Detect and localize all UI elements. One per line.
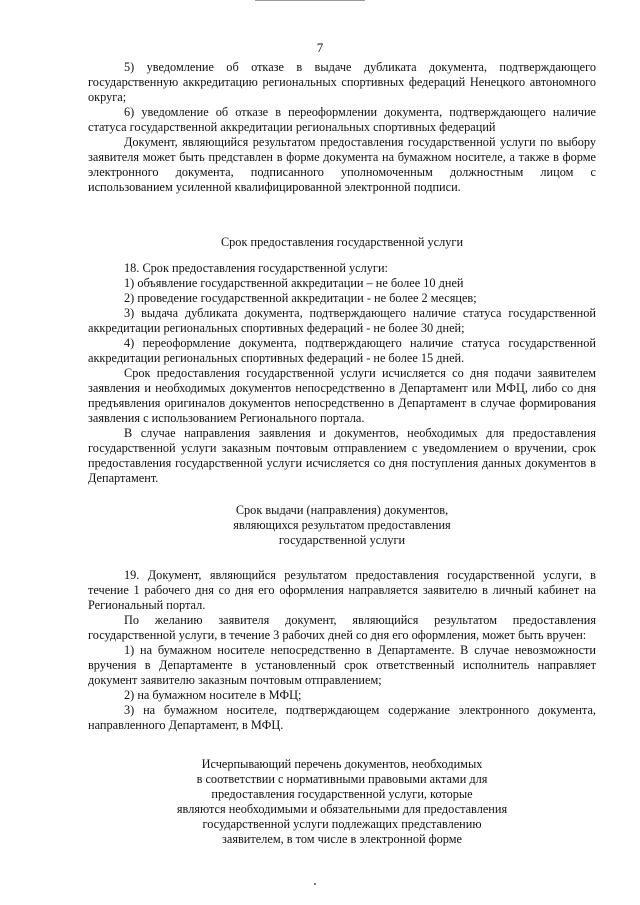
section-heading-line: Срок выдачи (направления) документов, [235, 503, 449, 517]
section-heading: Срок предоставления государственной услуги [220, 235, 464, 249]
section-heading-line: являющихся результатом предоставления [233, 518, 451, 532]
paragraph: 19. Документ, являющийся результатом предоставления государственной услуги, в течение 1 рабочего дня со дня его оформления направляется заявителю в личный кабинет на Региональный портал. [88, 568, 596, 612]
paragraph: Срок предоставления государственной услуги исчисляется со дня подачи заявителем заявления и необходимых документов непосредственно в Департамент или МФЦ, либо со дня предъявления оригиналов документов непосредственно в Департамент в случае формирования заявления с использованием Регионального портала. [88, 366, 596, 425]
section-heading-line: являются необходимыми и обязательными для предоставления [176, 802, 508, 816]
scan-speck [314, 883, 316, 885]
list-item: 2) проведение государственной аккредитации - не более 2 месяцев; [124, 291, 477, 305]
document-body [88, 60, 596, 847]
section-heading-line: государственной услуги подлежащих представлению [202, 817, 482, 831]
list-item: 1) на бумажном носителе непосредственно в Департаменте. В случае невозможности вручения в Департаменте в установленный срок ответственный исполнитель направляет документ заявителю заказным почтовым отправлением; [88, 643, 596, 687]
list-item: 4) переоформление документа, подтверждающего наличие статуса государственной аккредитации региональных спортивных федераций - не более 15 дней. [88, 336, 596, 365]
top-edge-line [255, 0, 365, 1]
list-item: 3) выдача дубликата документа, подтверждающего наличие статуса государственной аккредитации региональных спортивных федераций - не более 30 дней; [88, 306, 596, 335]
paragraph: 6) уведомление об отказе в переоформлении документа, подтверждающего наличие статуса государственной аккредитации региональных спортивных федераций [88, 105, 596, 134]
section-heading-line: государственной услуги [278, 533, 406, 547]
section-heading-line: заявителем, в том числе в электронной форме [222, 832, 462, 846]
section-heading-line: предоставления государственной услуги, которые [211, 787, 473, 801]
list-item: 3) на бумажном носителе, подтверждающем содержание электронного документа, направленного Департамент, в МФЦ. [88, 703, 596, 732]
paragraph: 5) уведомление об отказе в выдаче дубликата документа, подтверждающего государственную аккредитацию региональных спортивных федераций Ненецкого автономного округа; [88, 60, 596, 104]
paragraph: В случае направления заявления и документов, необходимых для предоставления государственной услуги заказным почтовым отправлением с уведомлением о вручении, срок предоставления государственной услуги исчисляется со дня поступления данных документов в Департамент. [88, 426, 596, 485]
paragraph: По желанию заявителя документ, являющийся результатом предоставления государственной услуги, в течение 3 рабочих дней со дня его оформления, может быть вручен: [88, 613, 596, 642]
section-heading-line: в соответствии с нормативными правовыми актами для [196, 772, 488, 786]
section-heading-line: Исчерпывающий перечень документов, необходимых [201, 757, 483, 771]
list-item: 2) на бумажном носителе в МФЦ; [124, 688, 302, 702]
list-item: 1) объявление государственной аккредитации – не более 10 дней [124, 276, 464, 290]
page-number: 7 [316, 40, 324, 55]
paragraph: 18. Срок предоставления государственной услуги: [124, 261, 388, 275]
paragraph: Документ, являющийся результатом предоставления государственной услуги по выбору заявителя может быть представлен в форме документа на бумажном носителе, а также в форме электронного документа, подписанного уполномоченным должностным лицом с использованием усиленной квалифицированной электронной подписи. [88, 135, 596, 194]
